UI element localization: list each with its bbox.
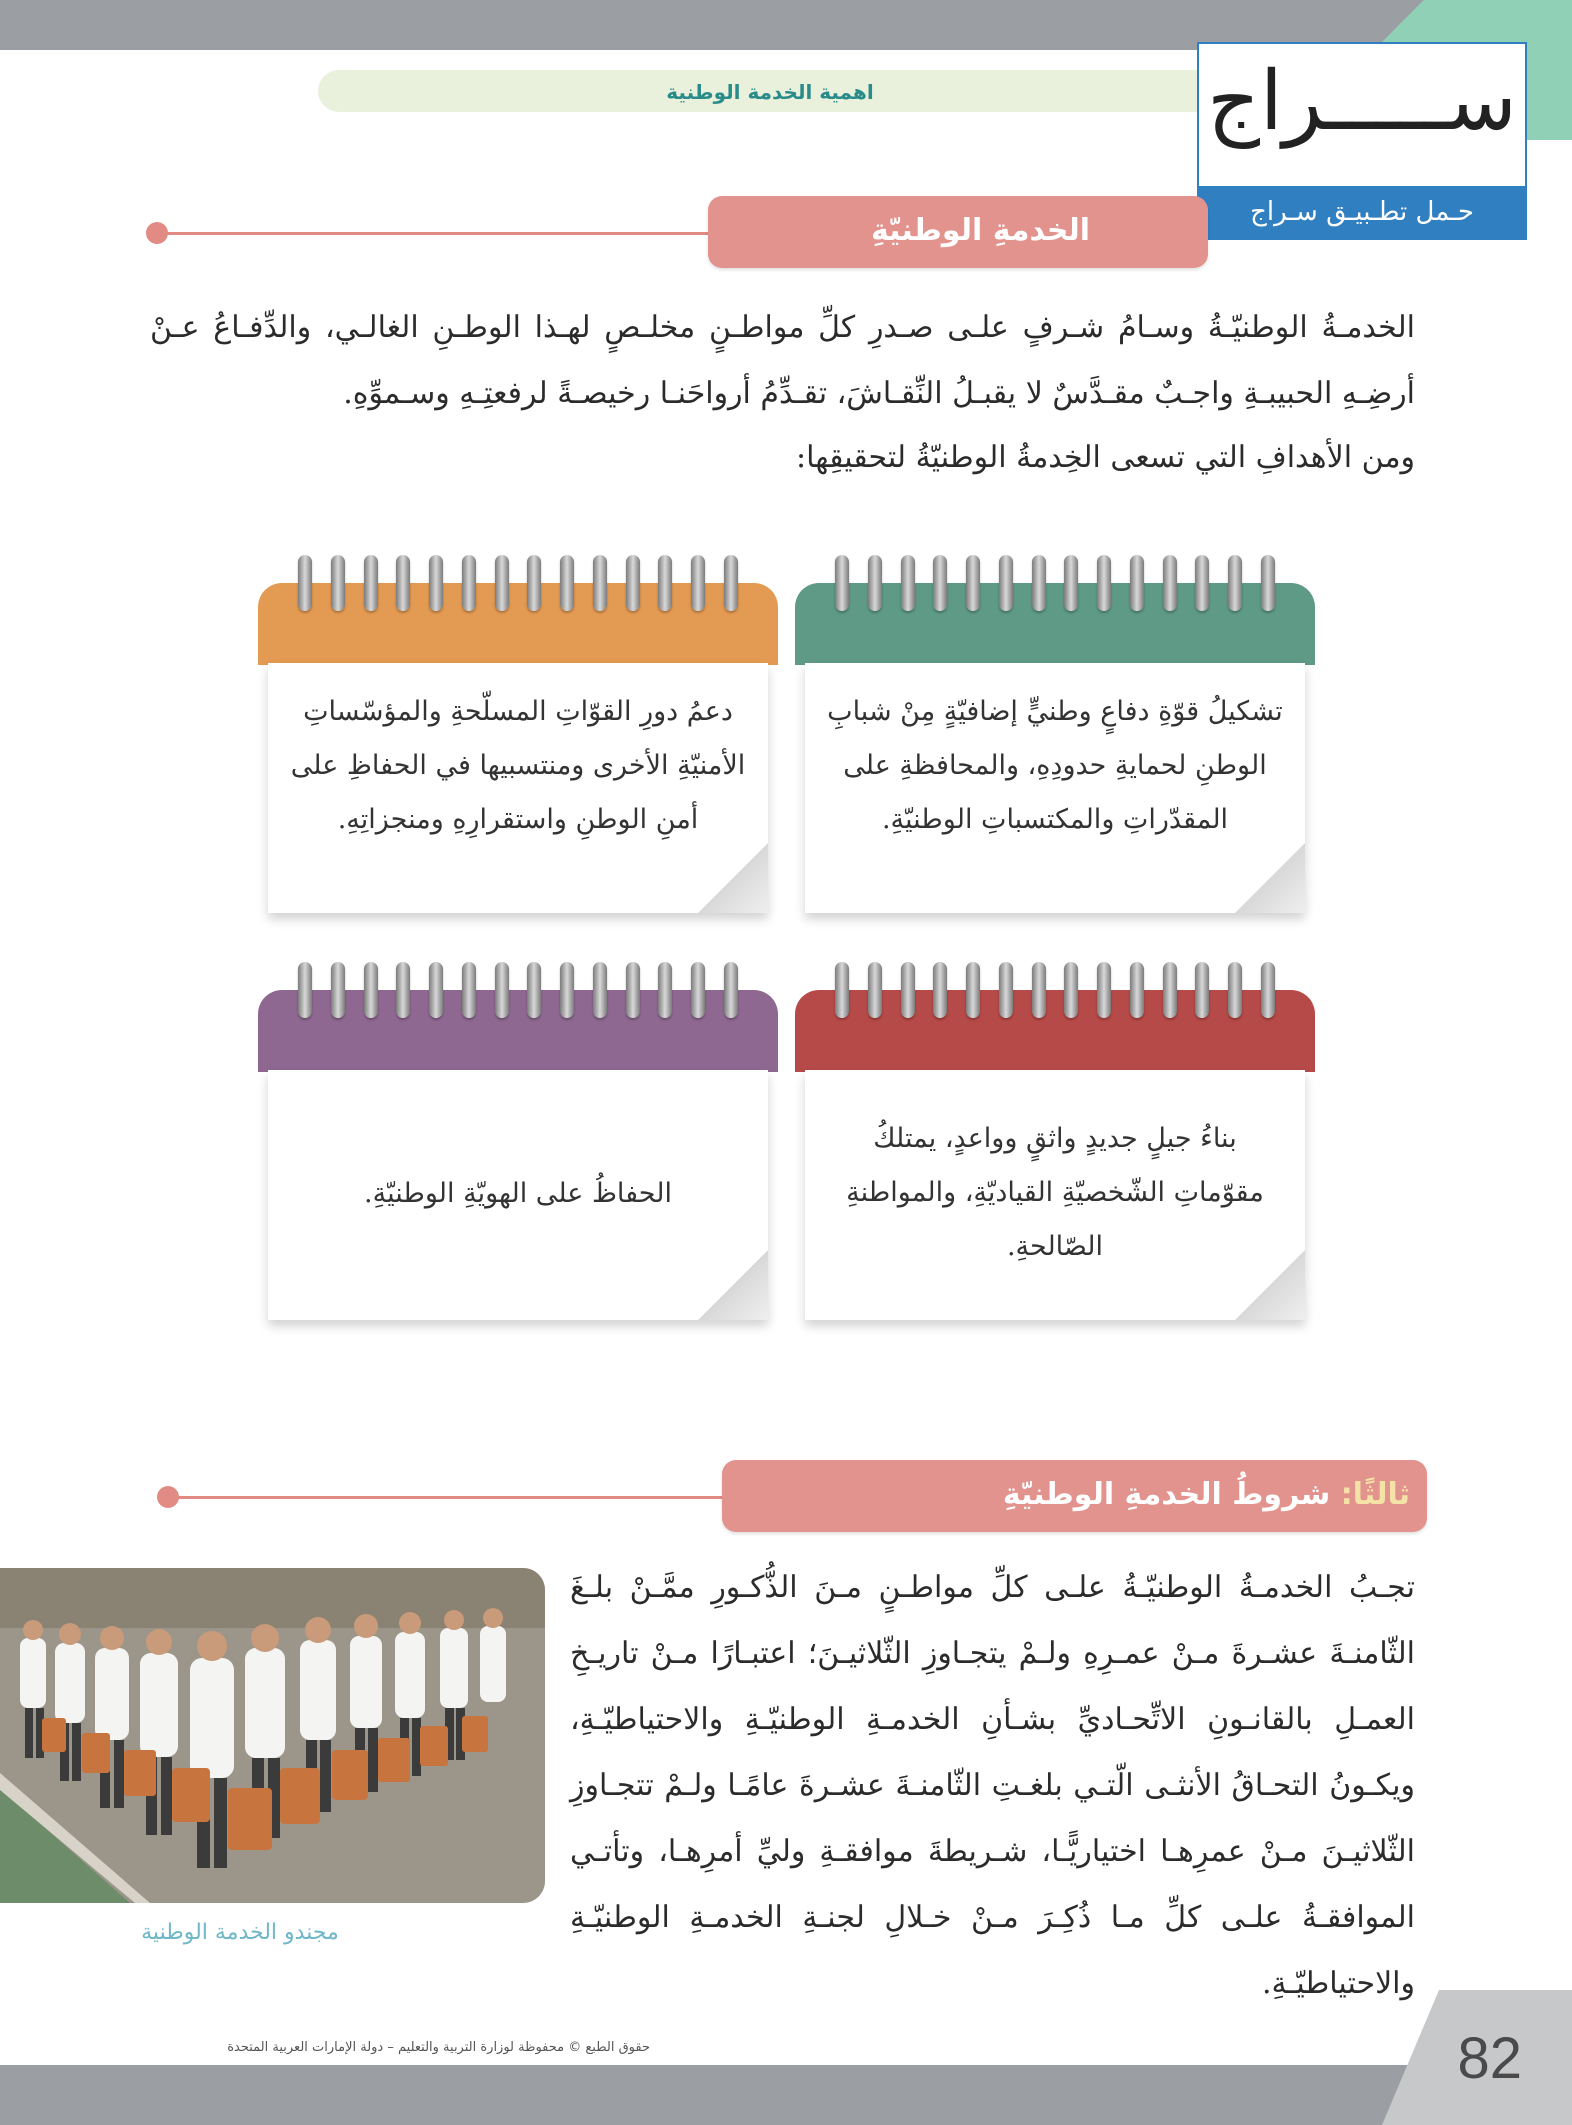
copyright-notice: حقوق الطبع © محفوظة لوزارة التربية والتعليم – دولة الإمارات العربية المتحدة [227,2040,650,2055]
binder-rings [298,962,738,1022]
section-two-title: الخدمةِ الوطنيّةِ [870,213,1090,248]
conditions-paragraph: تجـبُ الخدمـةُ الوطنيّـةُ علـى كلِّ مواطـنٍ مـنَ الذُّكـورِ ممَّـنْ بلـغَ الثّامنـةَ عشـرةَ مـنْ عمـرِهِ ولـمْ يتجـاوزِ الثّلاثيـنَ؛ اعتبـارًا مـنْ تاريـخِ العمـلِ بالقانـونِ الاتِّحـاديِّ بشـأنِ الخدمـةِ الوطنيّـةِ والاحتياطيّـةِ، ويكـونُ التحـاقُ الأنثـى الّتـي بلغـتِ الثّامنـةَ عشـرةَ عامًـا ولـمْ تتجـاوزِ الثّلاثيـنَ مـنْ عمرِهـا اختياريًّـا، شـريطةَ موافقـةِ وليِّ أمرِهـا، وتأتـي الموافقـةُ علـى كلِّ مـا ذُكِـرَ مـنْ خـلالِ لجنـةِ الخدمـةِ الوطنيّـةِ والاحتياطيّـةِ. [570,1570,1415,2001]
bottom-band [0,2065,1572,2125]
goal-card-2 [258,555,778,925]
logo-tagline: حـمل تطـبيـق سـراج [1199,186,1525,238]
goal-card-4 [258,962,778,1332]
siraj-logo[interactable] [1197,42,1527,240]
intro-paragraph: الخدمـةُ الوطنيّـةُ وسـامُ شـرفٍ علـى صـدرِ كلِّ مواطـنٍ مخلـصٍ لهـذا الوطـنِ الغالـي، والدِّفـاعُ عـنْ أرضِـهِ الحبيبـةِ واجـبٌ مقـدَّسٌ لا يقبـلُ النِّقـاشَ، تقـدِّمُ أرواحَنـا رخيصـةً لرفعتِـهِ وسـموِّهِ. [150,310,1415,411]
section-three-title [900,1477,1410,1512]
binder-rings [835,555,1275,615]
page-curl [1235,843,1305,913]
page-curl [698,1250,768,1320]
binder-rings [835,962,1275,1022]
recruits-photo [0,1568,545,1903]
goal-card-1 [795,555,1315,925]
section-number: ثالثًا: [1340,1477,1410,1512]
goal-text: دعمُ دورِ القوّاتِ المسلّحةِ والمؤسّساتِ الأمنيّةِ الأخرى ومنتسبيها في الحفاظِ على أمنِ الوطنِ واستقرارِهِ ومنجزاتِهِ. [290,696,746,835]
goal-text: بناءُ جيلٍ جديدٍ واثقٍ وواعدٍ، يمتلكُ مقوّماتِ الشّخصيّةِ القياديّةِ، والمواطنةِ الصّالحةِ. [846,1123,1264,1262]
page-curl [698,843,768,913]
goal-card-3 [795,962,1315,1332]
section-three-line [170,1496,730,1499]
goals-intro: ومن الأهدافِ التي تسعى الخِدمةُ الوطنيّةُ لتحقيقِها: [796,440,1415,475]
logo-word: ســـــراج [1207,54,1517,149]
page-header-title: اهمية الخدمة الوطنية [666,80,874,104]
binder-rings [298,555,738,615]
section-three-title-text: شروطُ الخدمةِ الوطنيّةِ [1002,1477,1331,1512]
photo-caption: مجندو الخدمة الوطنية [141,1920,339,1945]
goal-text: تشكيلُ قوّةِ دفاعٍ وطنيٍّ إضافيّةٍ مِنْ شبابِ الوطنِ لحمايةِ حدودِهِ، والمحافظةِ على المقدّراتِ والمكتسباتِ الوطنيّةِ. [827,696,1283,835]
goal-text: الحفاظُ على الهويّةِ الوطنيّةِ. [364,1178,672,1209]
section-two-line [160,232,720,235]
page-number: 82 [1457,2026,1522,2091]
recruits-illustration [0,1568,545,1903]
